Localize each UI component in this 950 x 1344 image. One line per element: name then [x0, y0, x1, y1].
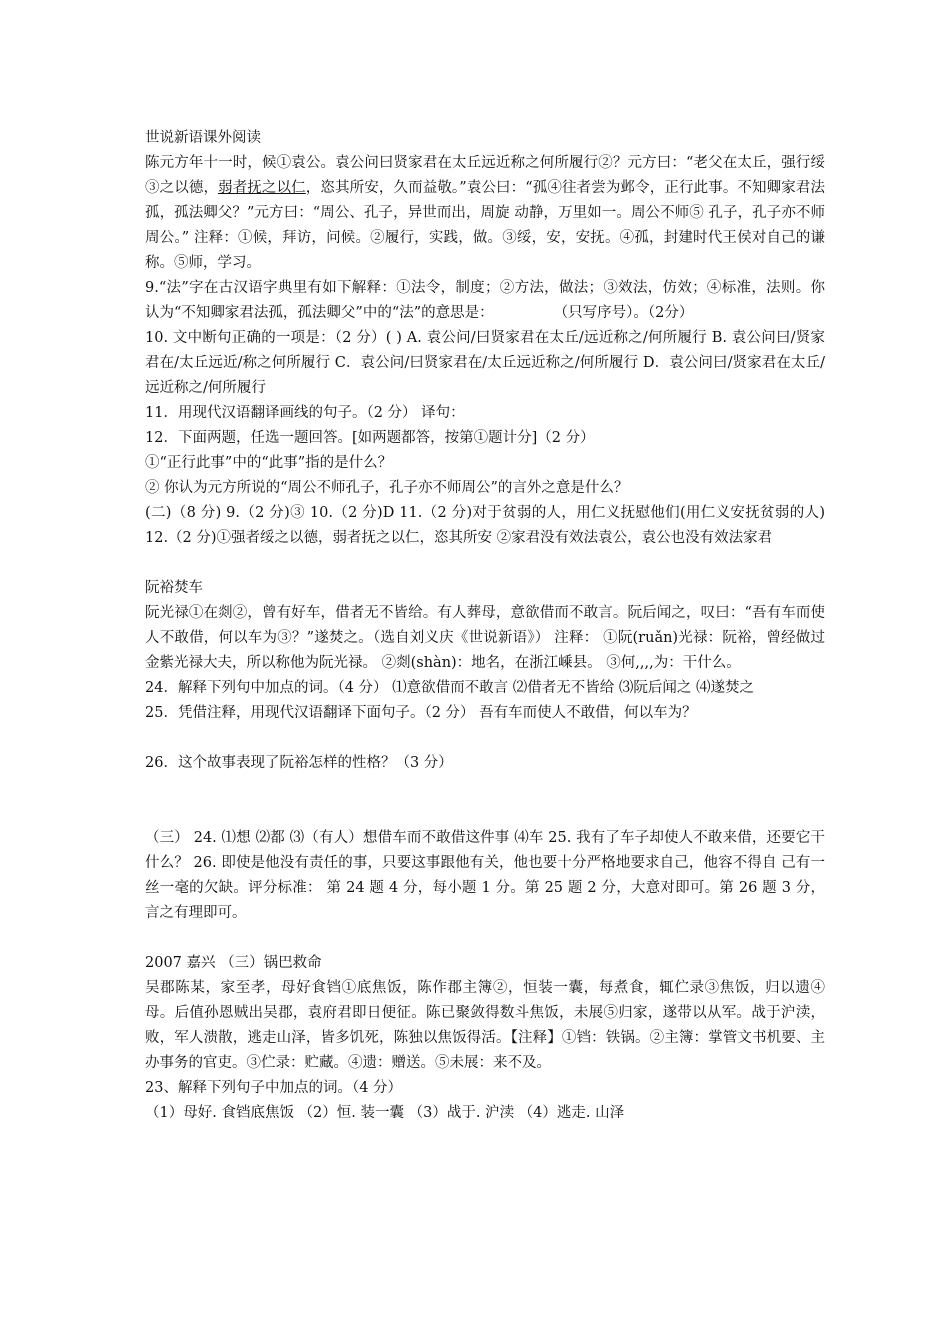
spacer	[145, 776, 825, 826]
section-title: 阮裕焚车	[145, 580, 203, 596]
section-title: 2007 嘉兴 （三）锅巴救命	[145, 955, 322, 971]
question-12: 12．下面两题，任选一题回答。[如两题都答，按第①题计分]（2 分）	[145, 430, 595, 446]
spacer	[145, 926, 825, 951]
question-text: 9.“法”字在古汉语字典里有如下解释：①法令，制度；②方法，做法；③效法，仿效；④标准，法则。你认为“不知卿家君法孤，孤法卿父”中的“法”的意思是：	[145, 280, 825, 321]
passage-text	[145, 151, 825, 276]
question-23-items: （1）母好. 食铛底焦饭 （2）恒. 装一囊 （3）战于. 沪渎 （4）逃走. 山泽	[145, 1105, 625, 1121]
question-9	[145, 276, 825, 326]
question-24: 24．解释下列句中加点的词。（4 分） ⑴意欲借而不敢言 ⑵借者无不皆给 ⑶阮后闻之 ⑷遂焚之	[145, 680, 754, 696]
answer-key: （三） 24. ⑴想 ⑵都 ⑶（有人）想借车而不敢借这件事 ⑷车 25. 我有了车子却使人不敢来借，还要它干什么？ 26. 即使是他没有责任的事，只要这事跟他有关，他也要十分严格地要求自己，他容不得自 己有一丝一毫的欠缺。评分标准： 第 24 题 4 分，每小题 1 分。第 25 题 2 分，大意对即可。第 26 题 3 分，言之有理即可。	[145, 830, 825, 921]
question-12-option-2: ② 你认为元方所说的“周公不师孔子，孔子亦不师周公”的言外之意是什么？	[145, 480, 629, 496]
underlined-sentence: 弱者抚之以仁	[218, 180, 306, 196]
answer-key: (二)（8 分) 9.（2 分)③ 10.（2 分)D 11.（2 分)对于贫弱的人，用仁义抚慰他们(用仁义安抚贫弱的人) 12.（2 分)①强者绥之以德，弱者抚之以仁，恣其所安 ②家君没有效法袁公，袁公也没有效法家君	[145, 505, 825, 546]
question-25: 25．凭借注释，用现代汉语翻译下面句子。（2 分） 吾有车而使人不敢借，何以车为？	[145, 705, 697, 721]
question-text: （只写序号）。（2分）	[553, 305, 694, 321]
passage-part: ，恣其所安，久而益敬。”袁公曰：“孤④往者尝为邺令，正行此事。不知卿家君法孤，孤法卿父？”元方曰：“周公、孔子，异世而出，周旋 动静，万里如一。周公不师⑤ 孔子，孔子亦不师周公。” 注释：①候，拜访，问候。②履行，实践，做。③绥，安，安抚。④孤，封建时代王侯对自己的谦称。⑤师，学习。	[145, 180, 826, 271]
question-12-option-1: ①“正行此事”中的“此事”指的是什么？	[145, 455, 393, 471]
passage-part: 陈元方年十一时，候①袁公。袁公问曰贤家君在太丘远近称之何所履行②？元方曰：“老父在太丘，强行绥③之以德，	[145, 155, 825, 196]
passage-text: 阮光禄①在剡②，曾有好车，借者无不皆给。有人葬母，意欲借而不敢言。阮后闻之，叹曰：“吾有车而使人不敢借，何以车为③？”遂焚之。（选自刘义庆《世说新语》） 注释： ①阮(ruǎn)光禄：阮裕，曾经做过金紫光禄大夫，所以称他为阮光禄。 ②剡(shàn)：地名，在浙江嵊县。 ③何,,,,为：干什么。	[145, 605, 825, 671]
spacer	[145, 551, 825, 576]
passage-text: 吴郡陈某，家至孝，母好食铛①底焦饭，陈作郡主簿②，恒装一囊，每煮食，辄伫录③焦饭，归以遗④母。后值孙恩贼出吴郡，袁府君即日便征。陈已聚敛得数斗焦饭，未展⑤归家，遂带以从军。战于沪渎，败，军人溃散，逃走山泽，皆多饥死，陈独以焦饭得活。【注释】①铛：铁锅。②主簿：掌管文书机要、主办事务的官吏。③伫录：贮藏。④遗：赠送。⑤未展：来不及。	[145, 980, 825, 1071]
question-10: 10. 文中断句正确的一项是：（2 分）( ) A. 袁公问/曰贤家君在太丘/远近称之/何所履行 B. 袁公问曰/贤家君在/太丘远近/称之何所履行 C．袁公问/曰贤家君在/太丘远近称之/何所履行 D．袁公问曰/贤家君在太丘/远近称之/何所履行	[145, 330, 825, 396]
spacer	[145, 726, 825, 751]
section-title: 世说新语课外阅读	[145, 130, 261, 146]
document-page	[145, 126, 825, 1126]
question-23: 23、解释下列句子中加点的词。（4 分）	[145, 1080, 403, 1096]
question-26: 26．这个故事表现了阮裕怎样的性格？（3 分）	[145, 755, 453, 771]
question-11: 11．用现代汉语翻译画线的句子。（2 分） 译句：	[145, 405, 465, 421]
